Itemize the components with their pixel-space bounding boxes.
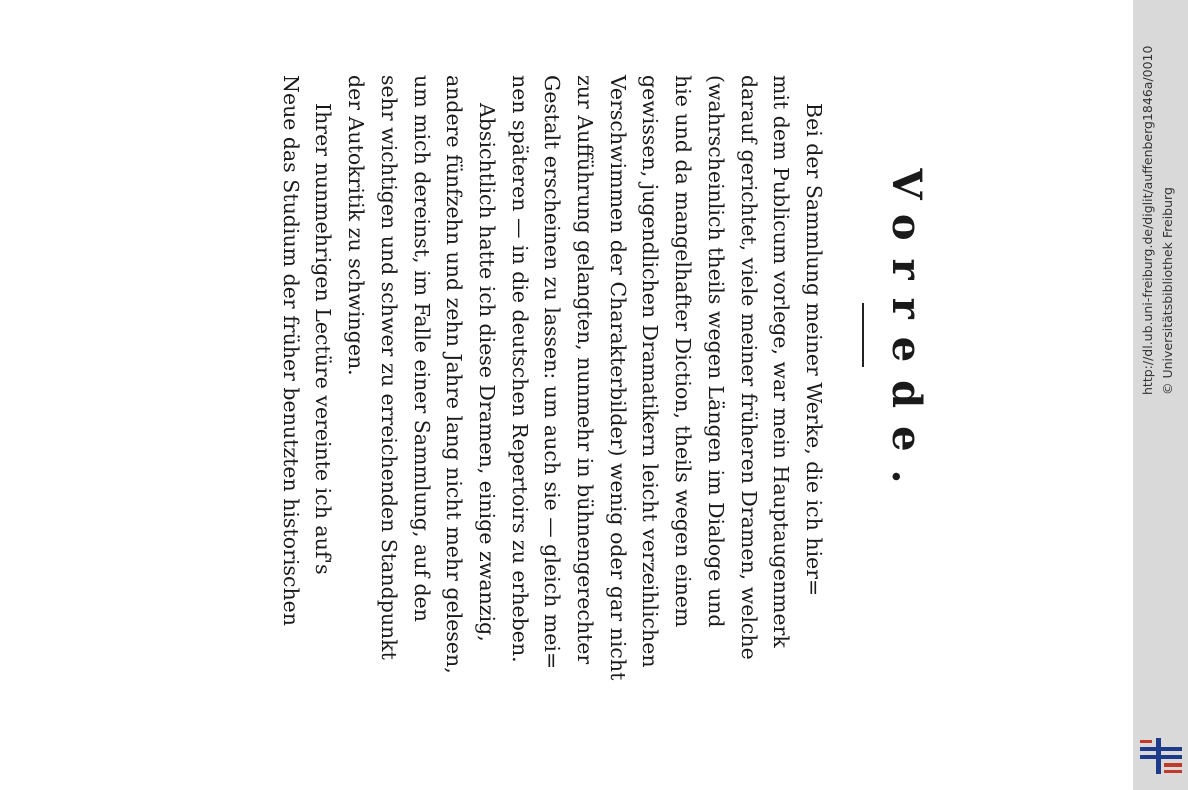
text-line: andere fünfzehn und zehn Jahre lang nicht mehr gelesen,: [442, 75, 467, 674]
page-heading: Vorrede.: [883, 168, 930, 502]
text-line: darauf gerichtet, viele meiner früheren Dramen, welche: [736, 75, 761, 660]
copyright-notice: © Universitätsbibliothek Freiburg: [1160, 187, 1175, 395]
text-line: Bei der Sammlung meiner Werke, die ich hier=: [802, 103, 826, 597]
text-line: um mich dereinst, im Falle einer Sammlung, auf den: [409, 75, 434, 623]
ub-freiburg-logo-icon: [1140, 738, 1182, 774]
text-line: Ihrer nunmehrigen Lectüre vereinte ich auf's: [311, 103, 336, 575]
text-line: Gestalt erscheinen zu lassen: um auch sie — gleich mei=: [540, 75, 565, 670]
text-line: zur Aufführung gelangten, nunmehr in bühnengerechter: [573, 75, 598, 665]
text-line: Absichtlich hatte ich diese Dramen, einige zwanzig,: [474, 103, 499, 642]
text-line: sehr wichtigen und schwer zu erreichenden Standpunkt: [376, 75, 401, 660]
permalink-url[interactable]: http://dl.ub.uni-freiburg.de/diglit/auffenberg1846a/0010: [1140, 45, 1155, 395]
text-line: gewissen, jugendlichen Dramatikern leicht verzeihlichen: [638, 75, 663, 668]
text-line: nen späteren — in die deutschen Repertoirs zu erheben.: [507, 75, 532, 663]
book-page: [270, 35, 930, 755]
text-line: (wahrscheinlich theils wegen Längen im Dialoge und: [703, 75, 728, 628]
text-line: mit dem Publicum vorlege, war mein Hauptaugenmerk: [769, 75, 794, 648]
sidebar-text: [1133, 0, 1188, 790]
body-text: [274, 75, 830, 681]
text-line: der Autokritik zu schwingen.: [344, 75, 369, 376]
book-page-rotated: [270, 35, 990, 681]
text-line: hie und da mangelhafter Diction, theils wegen einem: [671, 75, 696, 628]
viewer-sidebar: [1133, 0, 1188, 790]
text-line: Neue das Studium der früher benutzten historischen: [278, 75, 303, 626]
text-line: Verschwimmen der Charakterbilder) wenig oder gar nicht: [605, 75, 630, 681]
heading-rule: [862, 303, 864, 367]
